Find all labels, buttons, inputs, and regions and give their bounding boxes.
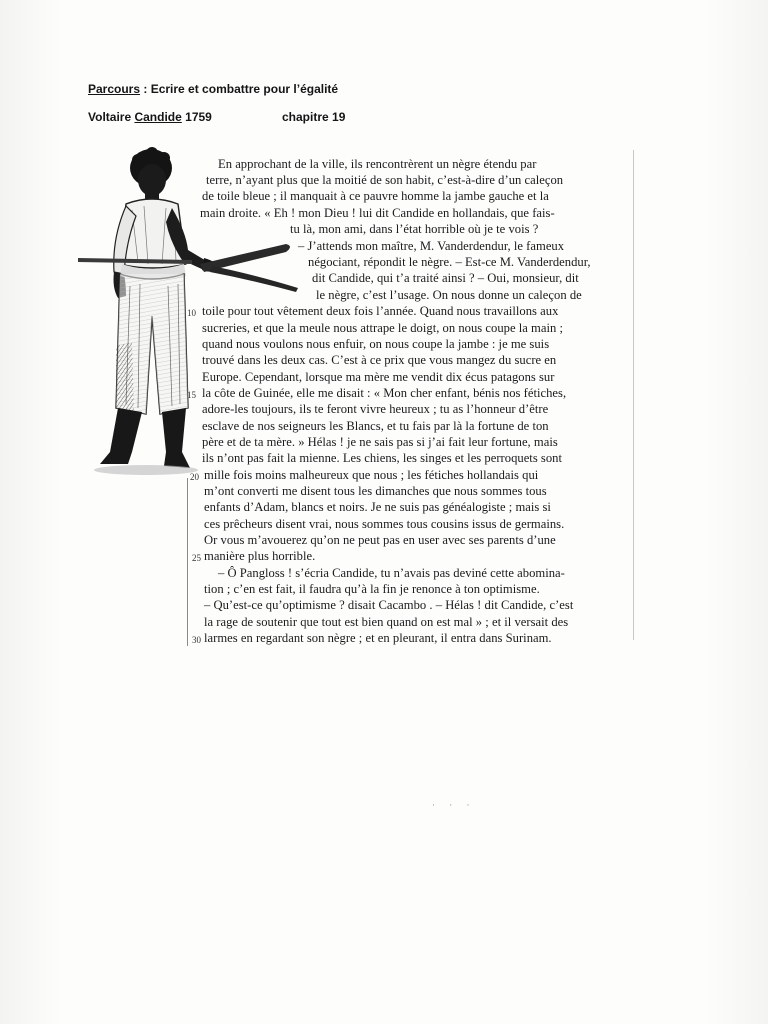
text-line: Europe. Cependant, lorsque ma mère me vendit dix écus patagons sur: [202, 370, 555, 384]
text-line: le nègre, c’est l’usage. On nous donne un caleçon de: [316, 288, 582, 302]
scan-specks: · · ·: [432, 800, 476, 810]
text-line: terre, n’ayant plus que la moitié de son habit, c’est-à-dire d’un caleçon: [206, 173, 564, 187]
text-line: quand nous voulons nous enfuir, on nous coupe la jambe : je me suis: [202, 337, 550, 351]
text-line: manière plus horrible.: [204, 549, 316, 563]
text-line: – Qu’est-ce qu’optimisme ? disait Cacambo . – Hélas ! dit Candide, c’est: [204, 598, 574, 612]
parcours-label: Parcours: [88, 82, 141, 96]
text-line: ces prêcheurs disent vrai, nous sommes tous cousins issus de germains.: [204, 517, 565, 531]
text-line: trouvé dans les deux cas. C’est à ce prix que vous mangez du sucre en: [202, 353, 557, 367]
text-line: m’ont converti me disent tous les dimanches que nous sommes tous: [204, 484, 547, 498]
text-line: enfants d’Adam, blancs et noirs. Je ne suis pas généalogiste ; mais si: [204, 500, 551, 514]
text-line: toile pour tout vêtement deux fois l’année. Quand nous travaillons aux: [202, 304, 559, 318]
work-title: Candide: [134, 110, 182, 124]
text-line: larmes en regardant son nègre ; et en pleurant, il entra dans Surinam.: [204, 631, 552, 645]
text-line: ils n’ont pas fait la mienne. Les chiens, les singes et les perroquets sont: [202, 451, 562, 465]
line-number: 25: [192, 553, 201, 563]
text-line: – Ô Pangloss ! s’écria Candide, tu n’avais pas deviné cette abomina-: [218, 566, 565, 580]
text-line: sucreries, et que la meule nous attrape le doigt, on nous coupe la main ;: [202, 321, 563, 335]
chapter-label: chapitre 19: [282, 110, 346, 124]
text-line: main droite. « Eh ! mon Dieu ! lui dit Candide en hollandais, que fais-: [200, 206, 555, 220]
text-line: la côte de Guinée, elle me disait : « Mon cher enfant, bénis nos fétiches,: [202, 386, 567, 400]
text-line: de toile bleue ; il manquait à ce pauvre homme la jambe gauche et la: [202, 189, 549, 203]
text-line: En approchant de la ville, ils rencontrèrent un nègre étendu par: [218, 157, 537, 171]
line-number: 30: [192, 635, 201, 645]
text-line: – J’attends mon maître, M. Vanderdendur, le fameux: [298, 239, 565, 253]
text-line: la rage de soutenir que tout est bien quand on est mal » ; et il versait des: [204, 615, 569, 629]
parcours-theme: : Ecrire et combattre pour l’égalité: [140, 82, 339, 96]
text-line: négociant, répondit le nègre. – Est-ce M. Vanderdendur,: [308, 255, 591, 269]
text-line: mille fois moins malheureux que nous ; les fétiches hollandais qui: [204, 468, 539, 482]
text-line: Or vous m’avouerez qu’on ne peut pas en user avec ses parents d’une: [204, 533, 556, 547]
publication-year: 1759: [181, 110, 212, 124]
author-name: Voltaire: [88, 110, 135, 124]
line-number: 20: [190, 472, 199, 482]
text-line: dit Candide, qui t’a traité ainsi ? – Oui, monsieur, dit: [312, 271, 579, 285]
text-line: tu là, mon ami, dans l’état horrible où je te vois ?: [290, 222, 539, 236]
text-line: père et de ta mère. » Hélas ! je ne sais pas si j’ai fait leur fortune, mais: [202, 435, 558, 449]
text-line: esclave de nos seigneurs les Blancs, et tu fais par là la fortune de ton: [202, 419, 549, 433]
line-number: 10: [187, 308, 196, 318]
line-number: 15: [187, 390, 196, 400]
text-line: adore-les toujours, ils te feront vivre heureux ; tu as l’honneur d’être: [202, 402, 549, 416]
text-line: tion ; c’en est fait, il faudra qu’à la fin je renonce à ton optimisme.: [204, 582, 540, 596]
